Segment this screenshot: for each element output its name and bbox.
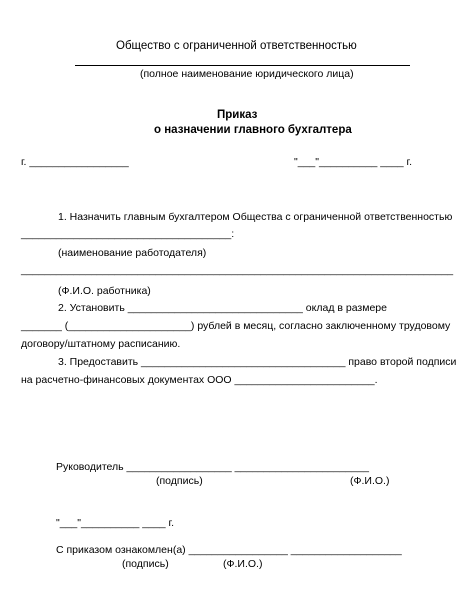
employee-caption: (Ф.И.О. работника) (58, 285, 151, 297)
date-field: "___"__________ ____ г. (294, 156, 413, 168)
paragraph-1: 1. Назначить главным бухгалтером Общества с ограниченной ответственностью (58, 211, 453, 223)
org-caption: (полное наименование юридического лица) (140, 68, 354, 80)
ack-sign-caption: (подпись) (122, 558, 169, 570)
document-subtitle: о назначении главного бухгалтера (154, 124, 352, 136)
employer-blank: ____________________________________: (21, 228, 235, 240)
paragraph-2-line-2: _______ (_____________________) рублей в месяц, согласно заключенному трудовому (21, 320, 451, 332)
order-date-line: "___"__________ ____ г. (56, 517, 175, 529)
paragraph-2-line-1: 2. Установить ______________________________ оклад в размере (58, 302, 387, 314)
head-sign-caption: (подпись) (156, 475, 203, 487)
paragraph-3-line-1: 3. Предоставить ___________________________________ право второй подписи (58, 356, 457, 368)
org-type: Общество с ограниченной ответственностью (116, 40, 357, 52)
city-field: г. _________________ (21, 156, 129, 168)
employee-blank: __________________________________________________________________________ (21, 264, 454, 276)
employer-caption: (наименование работодателя) (58, 247, 207, 259)
paragraph-3-line-2: на расчетно-финансовых документах ООО ________________________. (21, 374, 378, 386)
paragraph-2-line-3: договору/штатному расписанию. (21, 338, 181, 350)
head-fio-caption: (Ф.И.О.) (350, 475, 390, 487)
acknowledgement-line: С приказом ознакомлен(а) _________________ ___________________ (56, 544, 402, 556)
org-name-blank (75, 65, 410, 66)
head-signature-line: Руководитель __________________ _______________________ (56, 461, 369, 473)
ack-fio-caption: (Ф.И.О.) (223, 558, 263, 570)
document-title: Приказ (217, 109, 258, 121)
